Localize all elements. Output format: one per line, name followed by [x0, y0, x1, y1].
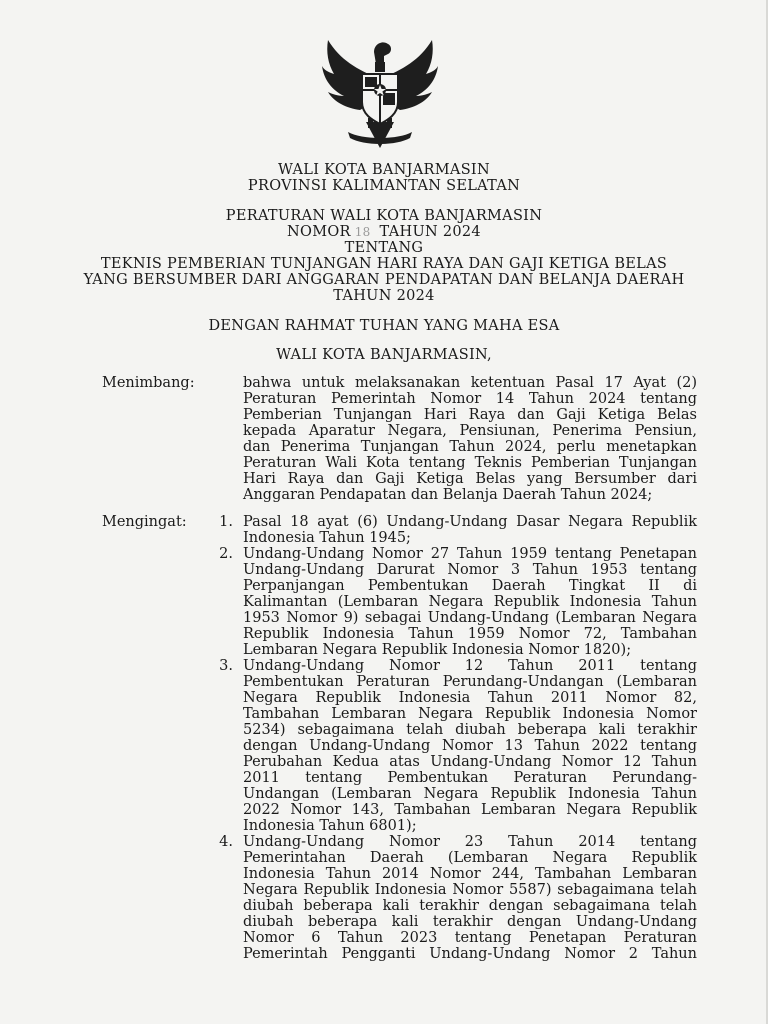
item-line: Pasal 18 ayat (6) Undang-Undang Dasar Negara Republik	[243, 514, 697, 530]
item-line: diubah beberapa kali terakhir dengan Undang-Undang	[243, 914, 697, 930]
nomor-value: 18	[354, 225, 371, 239]
menimbang-line: Hari Raya dan Gaji Ketiga Belas yang Bersumber dari	[243, 471, 697, 487]
subject-line-3: TAHUN 2024	[333, 288, 435, 304]
menimbang-line: Peraturan Wali Kota tentang Teknis Pemberian Tunjangan	[243, 455, 697, 471]
item-line: Pemerintahan Daerah (Lembaran Negara Republik	[243, 850, 697, 866]
regulation-number	[0, 224, 768, 240]
item-line: Pemerintah Pengganti Undang-Undang Nomor 2 Tahun	[243, 946, 697, 962]
item-line: Lembaran Negara Republik Indonesia Nomor 1820);	[243, 642, 632, 658]
invocation: DENGAN RAHMAT TUHAN YANG MAHA ESA	[208, 318, 560, 334]
menimbang-line: Pemberian Tunjangan Hari Raya dan Gaji Ketiga Belas	[243, 407, 697, 423]
province-line: PROVINSI KALIMANTAN SELATAN	[247, 178, 521, 194]
menimbang-line: bahwa untuk melaksanakan ketentuan Pasal 17 Ayat (2)	[243, 375, 697, 391]
item-line: Tambahan Lembaran Negara Republik Indonesia Nomor	[243, 706, 697, 722]
enacting-authority: WALI KOTA BANJARMASIN,	[276, 347, 492, 363]
item-line: 1953 Nomor 9) sebagai Undang-Undang (Lembaran Negara	[243, 610, 697, 626]
authority-line: WALI KOTA BANJARMASIN	[278, 162, 490, 178]
nomor-label: NOMOR	[287, 224, 351, 240]
item-line: Undang-Undang Darurat Nomor 3 Tahun 1953 tentang	[243, 562, 697, 578]
item-line: Perubahan Kedua atas Undang-Undang Nomor 12 Tahun	[243, 754, 697, 770]
regulation-title: PERATURAN WALI KOTA BANJARMASIN	[225, 208, 543, 224]
item-line: Perpanjangan Pembentukan Daerah Tingkat II di	[243, 578, 697, 594]
item-number: 2.	[219, 546, 233, 562]
item-number: 1.	[219, 514, 233, 530]
item-line: 2022 Nomor 143, Tambahan Lembaran Negara Republik	[243, 802, 697, 818]
item-number: 3.	[219, 658, 233, 674]
item-line: Nomor 6 Tahun 2023 tentang Penetapan Peraturan	[243, 930, 697, 946]
item-number: 4.	[219, 834, 233, 850]
item-line: dengan Undang-Undang Nomor 13 Tahun 2022 tentang	[243, 738, 697, 754]
menimbang-line: Peraturan Pemerintah Nomor 14 Tahun 2024 tentang	[243, 391, 697, 407]
item-line: Negara Republik Indonesia Nomor 5587) sebagaimana telah	[243, 882, 697, 898]
mengingat-label: Mengingat:	[102, 514, 187, 530]
subject-line-1: TEKNIS PEMBERIAN TUNJANGAN HARI RAYA DAN GAJI KETIGA BELAS	[100, 256, 668, 272]
item-line: Indonesia Tahun 6801);	[243, 818, 417, 834]
item-line: Undang-Undang Nomor 27 Tahun 1959 tentang Penetapan	[243, 546, 697, 562]
menimbang-line: Anggaran Pendapatan dan Belanja Daerah Tahun 2024;	[243, 487, 653, 503]
item-line: Undangan (Lembaran Negara Republik Indonesia Tahun	[243, 786, 697, 802]
item-line: Kalimantan (Lembaran Negara Republik Indonesia Tahun	[243, 594, 697, 610]
item-line: 5234) sebagaimana telah diubah beberapa kali terakhir	[243, 722, 697, 738]
item-line: diubah beberapa kali terakhir dengan sebagaimana telah	[243, 898, 697, 914]
item-line: Indonesia Tahun 2014 Nomor 244, Tambahan Lembaran	[243, 866, 697, 882]
item-line: Republik Indonesia Tahun 1959 Nomor 72, Tambahan	[243, 626, 697, 642]
item-line: Undang-Undang Nomor 23 Tahun 2014 tentang	[243, 834, 697, 850]
tentang-heading: TENTANG	[344, 240, 424, 256]
menimbang-line: dan Penerima Tunjangan Tahun 2024, perlu menetapkan	[243, 439, 697, 455]
item-line: Indonesia Tahun 1945;	[243, 530, 411, 546]
garuda-emblem	[318, 30, 442, 150]
item-line: Negara Republik Indonesia Tahun 2011 Nomor 82,	[243, 690, 697, 706]
item-line: 2011 tentang Pembentukan Peraturan Perundang-	[243, 770, 697, 786]
subject-line-2: YANG BERSUMBER DARI ANGGARAN PENDAPATAN DAN BELANJA DAERAH	[83, 272, 685, 288]
menimbang-label: Menimbang:	[102, 375, 195, 391]
tahun-label: TAHUN 2024	[379, 224, 481, 240]
menimbang-line: kepada Aparatur Negara, Pensiunan, Penerima Pensiun,	[243, 423, 697, 439]
item-line: Pembentukan Peraturan Perundang-Undangan (Lembaran	[243, 674, 697, 690]
item-line: Undang-Undang Nomor 12 Tahun 2011 tentang	[243, 658, 697, 674]
